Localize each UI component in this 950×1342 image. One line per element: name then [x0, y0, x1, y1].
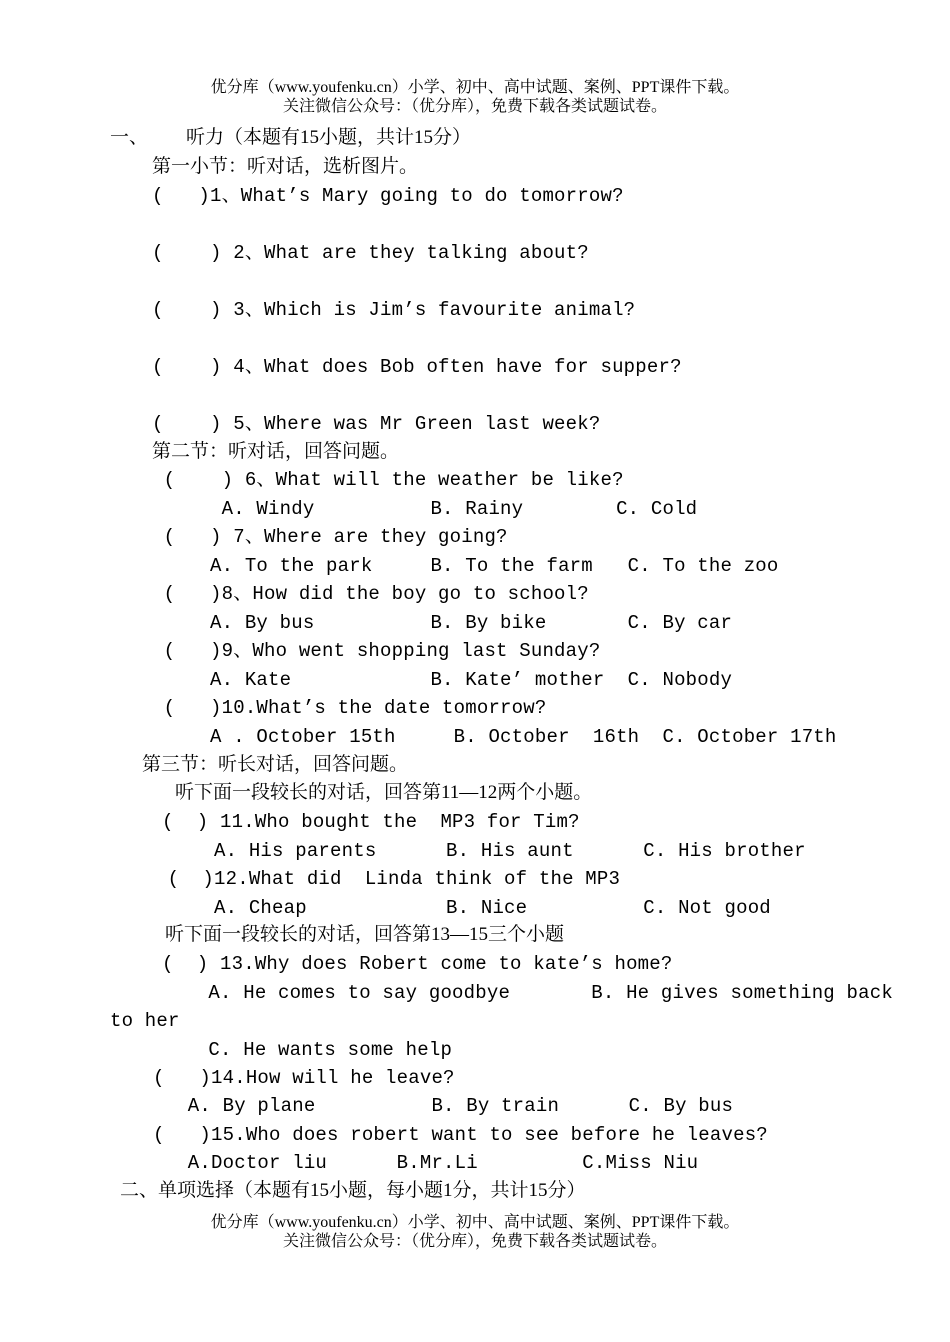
question-11-options: A. His parents B. His aunt C. His brother: [156, 840, 806, 862]
question-14: ( )14.How will he leave?: [153, 1067, 455, 1089]
part-3-intro-1: 听下面一段较长的对话，回答第11—12两个小题。: [175, 782, 593, 803]
question-13-option-c: C. He wants some help: [162, 1039, 453, 1061]
header-line-2: 关注微信公众号：（优分库），免费下载各类试题试卷。: [282, 98, 667, 115]
question-13-options-ab: A. He comes to say goodbye B. He gives something back: [162, 982, 893, 1004]
section-2-title: 二、单项选择（本题有15小题，每小题1分，共计15分）: [120, 1180, 586, 1201]
question-9: ( )9、Who went shopping last Sunday?: [152, 640, 601, 662]
section-1-title: 听力（本题有15小题，共计15分）: [186, 127, 472, 148]
question-1: ( )1、What’s Mary going to do tomorrow?: [152, 185, 624, 207]
question-15: ( )15.Who does robert want to see before he leaves?: [153, 1124, 768, 1146]
question-10: ( )10.What’s the date tomorrow?: [152, 697, 547, 719]
part-3-intro-2: 听下面一段较长的对话，回答第13—15三个小题: [165, 924, 565, 945]
question-8-options: A. By bus B. By bike C. By car: [152, 612, 733, 634]
question-5: ( ) 5、Where was Mr Green last week?: [152, 413, 601, 435]
question-7: ( ) 7、Where are they going?: [152, 526, 508, 548]
question-6-options: A. Windy B. Rainy C. Cold: [152, 498, 698, 520]
question-12: ( )12.What did Linda think of the MP3: [156, 868, 621, 890]
header-line-1: 优分库（www.youfenku.cn）小学、初中、高中试题、案例、PPT课件下载。: [210, 79, 740, 96]
question-13: ( ) 13.Why does Robert come to kate’s home?: [162, 953, 673, 975]
question-11: ( ) 11.Who bought the MP3 for Tim?: [162, 811, 580, 833]
question-15-options: A.Doctor liu B.Mr.Li C.Miss Niu: [153, 1152, 699, 1174]
section-1-number: 一、: [110, 127, 149, 148]
question-14-options: A. By plane B. By train C. By bus: [153, 1095, 734, 1117]
question-6: ( ) 6、What will the weather be like?: [152, 469, 624, 491]
footer-line-2: 关注微信公众号：（优分库），免费下载各类试题试卷。: [282, 1233, 667, 1250]
part-1-title: 第一小节：听对话，选析图片。: [152, 156, 419, 177]
part-3-title: 第三节：听长对话，回答问题。: [142, 754, 409, 775]
question-13-options-ab-wrap: to her: [110, 1010, 180, 1032]
question-2: ( ) 2、What are they talking about?: [152, 242, 589, 264]
footer-line-1: 优分库（www.youfenku.cn）小学、初中、高中试题、案例、PPT课件下载。: [210, 1214, 740, 1231]
question-3: ( ) 3、Which is Jim’s favourite animal?: [152, 299, 636, 321]
question-4: ( ) 4、What does Bob often have for supper?: [152, 356, 682, 378]
question-12-options: A. Cheap B. Nice C. Not good: [156, 897, 771, 919]
question-8: ( )8、How did the boy go to school?: [152, 583, 589, 605]
question-7-options: A. To the park B. To the farm C. To the zoo: [152, 555, 779, 577]
question-9-options: A. Kate B. Kate’ mother C. Nobody: [152, 669, 733, 691]
question-10-options: A . October 15th B. October 16th C. October 17th: [152, 726, 837, 748]
part-2-title: 第二节：听对话，回答问题。: [152, 441, 400, 462]
